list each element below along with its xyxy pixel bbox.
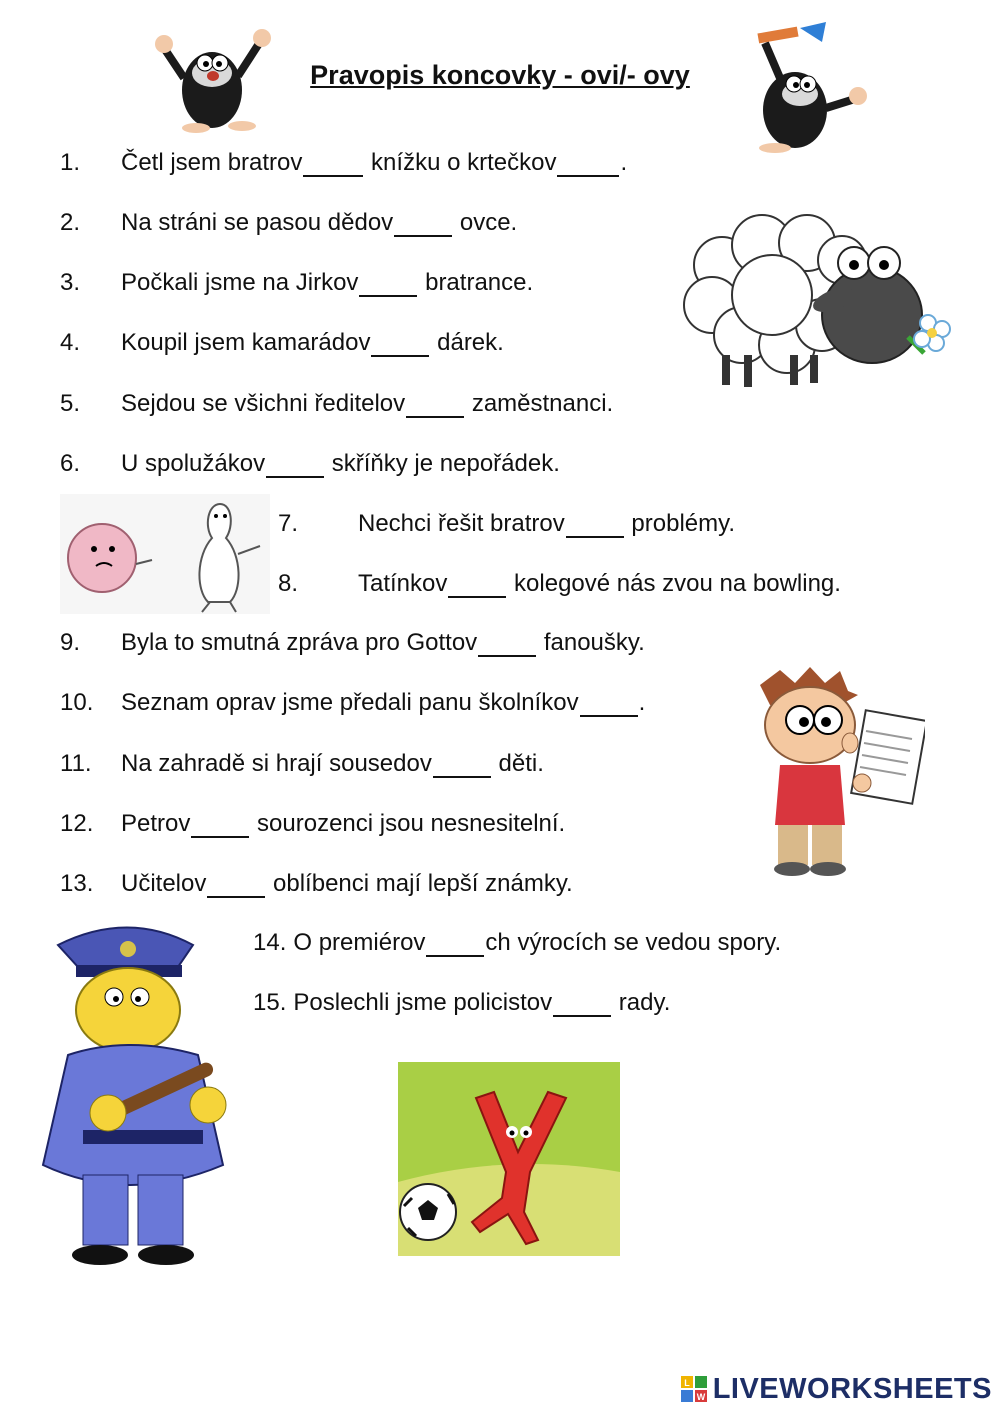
item-text: O premiérov — [293, 929, 426, 956]
item-text: Tatínkov — [358, 570, 448, 597]
liveworksheets-logo[interactable] — [681, 1371, 992, 1407]
item-text: Poslechli jsme policistov — [293, 989, 553, 1016]
item-number: 2. — [60, 209, 81, 236]
blank-input[interactable] — [580, 691, 638, 717]
sheep-with-flower-icon — [672, 205, 957, 400]
blank-input[interactable] — [191, 812, 249, 838]
mole-painting-icon — [730, 18, 870, 156]
logo-letter: W — [696, 1392, 705, 1402]
item-number: 13. — [60, 870, 94, 897]
liveworksheets-mark-icon — [681, 1376, 707, 1402]
brand-name: LIVEWORKSHEETS — [712, 1372, 992, 1405]
item-text: Četl jsem bratrov — [121, 149, 303, 176]
item-text: Počkali jsme na Jirkov — [121, 269, 359, 296]
item-text: děti. — [491, 750, 544, 777]
item-number: 1. — [60, 149, 81, 176]
blank-input[interactable] — [557, 151, 619, 177]
item-number: 6. — [60, 450, 81, 477]
item-text: Byla to smutná zpráva pro Gottov — [121, 629, 478, 656]
item-number: 7. — [278, 510, 299, 537]
item-text: Na stráni se pasou dědov — [121, 209, 394, 236]
logo-letter: L — [683, 1378, 690, 1388]
blank-input[interactable] — [371, 331, 429, 357]
item-number: 5. — [60, 390, 81, 417]
item-number: 10. — [60, 689, 94, 716]
item-number: 12. — [60, 810, 94, 837]
item-text: ovce. — [453, 209, 518, 236]
police-officer-icon — [28, 915, 248, 1275]
item-number: 8. — [278, 570, 299, 597]
exercise-item-14 — [253, 928, 781, 958]
blank-input[interactable] — [207, 872, 265, 898]
blank-input[interactable] — [478, 631, 536, 657]
item-text: . — [638, 689, 646, 716]
item-text: oblíbenci mají lepší známky. — [266, 870, 573, 897]
bowling-ball-and-pin-icon — [60, 494, 270, 614]
item-text: knížku o krtečkov — [364, 149, 557, 176]
item-text: skříňky je nepořádek. — [325, 450, 560, 477]
blank-input[interactable] — [394, 211, 452, 237]
blank-input[interactable] — [553, 991, 611, 1017]
item-number: 4. — [60, 329, 81, 356]
item-text: zaměstnanci. — [465, 390, 614, 417]
item-number: 3. — [60, 269, 81, 296]
exercise-item-15 — [253, 988, 670, 1018]
item-text: ch výrocích se vedou spory. — [485, 929, 782, 956]
blank-input[interactable] — [426, 931, 484, 957]
blank-input[interactable] — [566, 512, 624, 538]
item-text: Na zahradě si hrají sousedov — [121, 750, 432, 777]
item-number: 14. — [253, 929, 287, 956]
letter-y-playing-football-icon — [398, 1062, 620, 1256]
item-text: Koupil jsem kamarádov — [121, 329, 371, 356]
item-text: kolegové nás zvou na bowling. — [507, 570, 841, 597]
item-text: bratrance. — [418, 269, 534, 296]
blank-input[interactable] — [448, 572, 506, 598]
blank-input[interactable] — [433, 752, 491, 778]
item-text: Sejdou se všichni ředitelov — [121, 390, 406, 417]
item-text: Nechci řešit bratrov — [358, 510, 565, 537]
item-text: sourozenci jsou nesnesitelní. — [250, 810, 566, 837]
item-text: Učitelov — [121, 870, 207, 897]
item-number: 11. — [60, 750, 92, 777]
blank-input[interactable] — [359, 271, 417, 297]
item-text: Seznam oprav jsme předali panu školníkov — [121, 689, 579, 716]
item-text: problémy. — [624, 510, 735, 537]
blank-input[interactable] — [266, 452, 324, 478]
item-text: Petrov — [121, 810, 191, 837]
worksheet-title: Pravopis koncovky - ovi/- ovy — [310, 60, 690, 90]
item-text: dárek. — [430, 329, 504, 356]
blank-input[interactable] — [303, 151, 363, 177]
item-text: . — [620, 149, 628, 176]
item-text: rady. — [612, 989, 671, 1016]
mole-waving-icon — [150, 18, 280, 136]
boy-reading-paper-icon — [740, 665, 925, 885]
item-text: U spolužákov — [121, 450, 266, 477]
item-number: 9. — [60, 629, 81, 656]
item-text: fanoušky. — [537, 629, 645, 656]
blank-input[interactable] — [406, 392, 464, 418]
item-number: 15. — [253, 989, 287, 1016]
